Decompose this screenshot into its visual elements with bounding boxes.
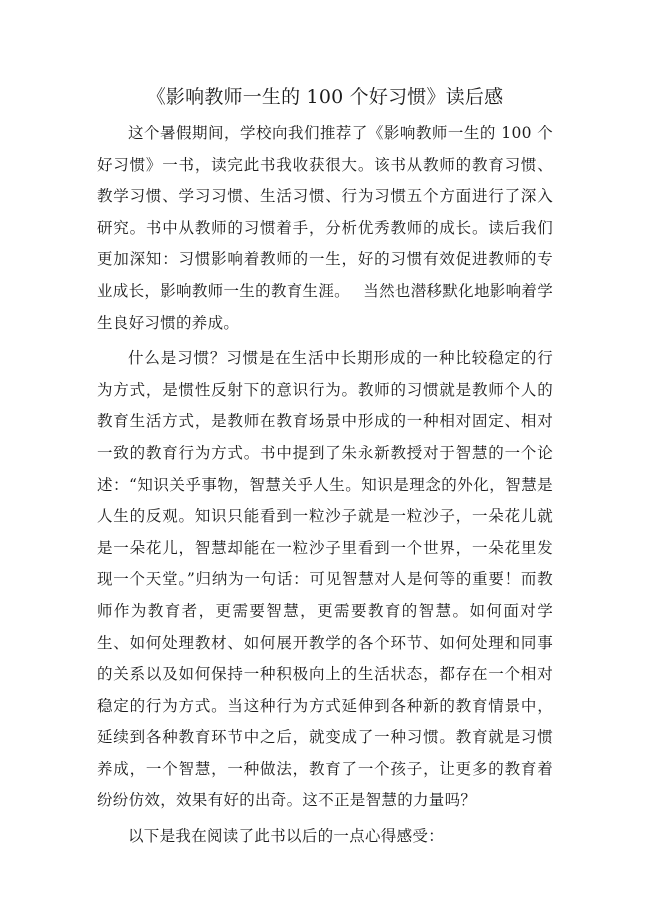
paragraph-intro: 这个暑假期间，学校向我们推荐了《影响教师一生的 100 个好习惯》一书，读完此书我收获很大。该书从教师的教育习惯、教学习惯、学习习惯、生活习惯、行为习惯五个方面进行了深入研究。书中从教师的习惯着手，分析优秀教师的成长。读后我们更加深知：习惯影响着教师的一生，好的习惯有效促进教师的专业成长，影响教师一生的教育生涯。 当然也潜移默化地影响着学生良好习惯的养成。 — [97, 124, 553, 332]
document-title: 《影响教师一生的 100 个好习惯》读后感 — [146, 86, 504, 108]
document-page — [97, 82, 553, 857]
paragraph-lead-in: 以下是我在阅读了此书以后的一点心得感受： — [128, 827, 445, 846]
paragraph-what-is-habit: 什么是习惯？习惯是在生活中长期形成的一种比较稳定的行为方式，是惯性反射下的意识行为。教师的习惯就是教师个人的教育生活方式，是教师在教育场景中形成的一种相对固定、相对一致的教育行为方式。书中提到了朱永新教授对于智慧的一个论述：“知识关乎事物，智慧关乎人生。知识是理念的外化，智慧是人生的反观。知识只能看到一粒沙子就是一粒沙子，一朵花儿就是一朵花儿，智慧却能在一粒沙子里看到一个世界，一朵花里发现一个天堂。”归纳为一句话：可见智慧对人是何等的重要！而教师作为教育者，更需要智慧，更需要教育的智慧。如何面对学生、如何处理教材、如何展开教学的各个环节、如何处理和同事的关系以及如何保持一种积极向上的生活状态，都存在一个相对稳定的行为方式。当这种行为方式延伸到各种新的教育情景中，延续到各种教育环节中之后，就变成了一种习惯。教育就是习惯养成，一个智慧，一种做法，教育了一个孩子，让更多的教育着纷纷仿效，效果有好的出奇。这不正是智慧的力量吗？ — [97, 349, 553, 810]
